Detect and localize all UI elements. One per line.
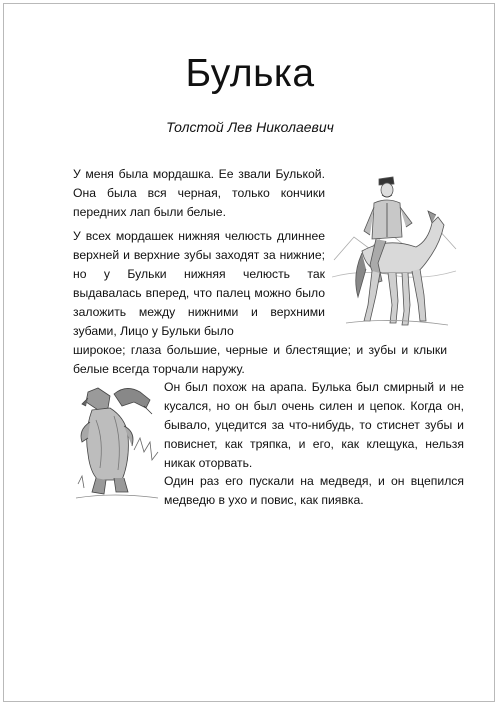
author-line: Толстой Лев Николаевич bbox=[166, 119, 334, 135]
page-title: Булька bbox=[185, 52, 315, 95]
paragraph-2-continued: широкое; глаза большие, черные и блестящие; и зубы и клыки белые всегда торчали наружу. bbox=[73, 343, 447, 376]
paragraph-2: У всех мордашек нижняя челюсть длиннее верхней и верхние зубы заходят за нижние; но у Бульки нижняя челюсть так выдавалась вперед, что палец можно было заложить между нижними и верхними зубами, Лицо у Бульки было bbox=[73, 229, 325, 338]
paragraph-4: Один раз его пускали на медведя, и он вцепился медведю в ухо и повис, как пиявка. bbox=[164, 474, 464, 507]
paragraph-1: У меня была мордашка. Ее звали Булькой. Она была вся черная, только кончики передних лап были белые. bbox=[73, 167, 325, 219]
horseman-illustration bbox=[332, 165, 457, 330]
paragraph-3: Он был похож на арапа. Булька был смирный и не кусался, но он был очень силен и цепок. Когда он, бывало, уцедится за что-нибудь, то стиснет зубы и повиснет, как тряпка, и его, как клещука, нельзя никак оторвать. bbox=[164, 380, 464, 470]
bear-illustration bbox=[74, 380, 160, 502]
